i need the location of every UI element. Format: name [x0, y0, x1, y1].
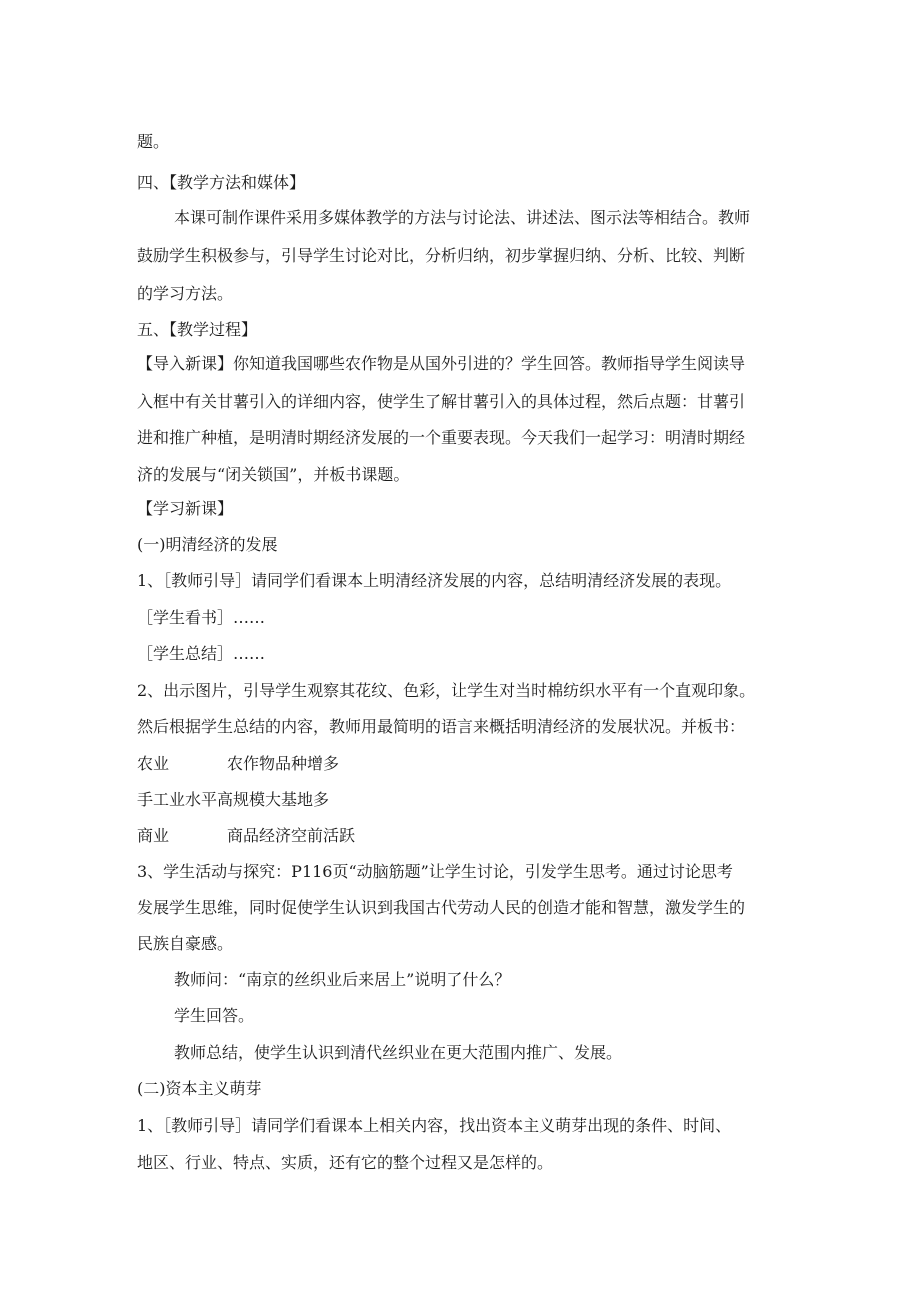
- text-line: 题。: [137, 132, 170, 151]
- paragraph-line: 教师问：“南京的丝织业后来居上”说明了什么？: [174, 970, 511, 989]
- board-key: 农业: [137, 754, 170, 773]
- board-row: 手工业水平高规模大基地多: [137, 790, 330, 809]
- paragraph-line: 3、学生活动与探究：P116页“动脑筋题”让学生讨论，引发学生思考。通过讨论思考: [137, 862, 733, 881]
- paragraph-line: 民族自豪感。: [137, 934, 234, 953]
- paragraph-line: 鼓励学生积极参与，引导学生讨论对比，分析归纳，初步掌握归纳、分析、比较、判断: [137, 246, 746, 265]
- subsection-heading: (二)资本主义萌芽: [137, 1079, 262, 1098]
- paragraph-line: 进和推广种植，是明清时期经济发展的一个重要表现。今天我们一起学习：明清时期经: [137, 428, 746, 447]
- board-row: [137, 752, 797, 776]
- paragraph-line: 2、出示图片，引导学生观察其花纹、色彩，让学生对当时棉纺织水平有一个直观印象。: [137, 681, 756, 700]
- board-value: 商品经济空前活跃: [227, 826, 356, 845]
- paragraph-line: 发展学生思维，同时促使学生认识到我国古代劳动人民的创造才能和智慧，激发学生的: [137, 898, 746, 917]
- paragraph-line: 地区、行业、特点、实质，还有它的整个过程又是怎样的。: [137, 1153, 554, 1172]
- board-row: [137, 824, 797, 848]
- paragraph-line: 【导入新课】你知道我国哪些农作物是从国外引进的？学生回答。教师指导学生阅读导: [137, 354, 746, 373]
- paragraph-line: 入框中有关甘薯引入的详细内容，使学生了解甘薯引入的具体过程，然后点题：甘薯引: [137, 392, 746, 411]
- paragraph-line: 的学习方法。: [137, 284, 234, 303]
- paragraph-line: 教师总结，使学生认识到清代丝织业在更大范围内推广、发展。: [174, 1043, 623, 1062]
- section-heading: 五、【教学过程】: [137, 320, 258, 339]
- section-heading: 四、【教学方法和媒体】: [137, 173, 306, 192]
- board-value: 农作物品种增多: [227, 754, 340, 773]
- paragraph-line: ［学生看书］……: [137, 608, 266, 627]
- board-key: 商业: [137, 826, 170, 845]
- paragraph-line: 学生回答。: [174, 1006, 255, 1025]
- paragraph-line: 1、［教师引导］请同学们看课本上明清经济发展的内容，总结明清经济发展的表现。: [137, 571, 732, 590]
- paragraph-line: 1、［教师引导］请同学们看课本上相关内容，找出资本主义萌芽出现的条件、时间、: [137, 1116, 732, 1135]
- paragraph-line: 本课可制作课件采用多媒体教学的方法与讨论法、讲述法、图示法等相结合。教师: [174, 208, 751, 227]
- paragraph-line: ［学生总结］……: [137, 644, 266, 663]
- subsection-heading: 【学习新课】: [137, 499, 234, 518]
- paragraph-line: 济的发展与“闭关锁国”，并板书课题。: [137, 465, 410, 484]
- paragraph-line: 然后根据学生总结的内容，教师用最简明的语言来概括明清经济的发展状况。并板书：: [137, 717, 746, 736]
- subsection-heading: (一)明清经济的发展: [137, 535, 278, 554]
